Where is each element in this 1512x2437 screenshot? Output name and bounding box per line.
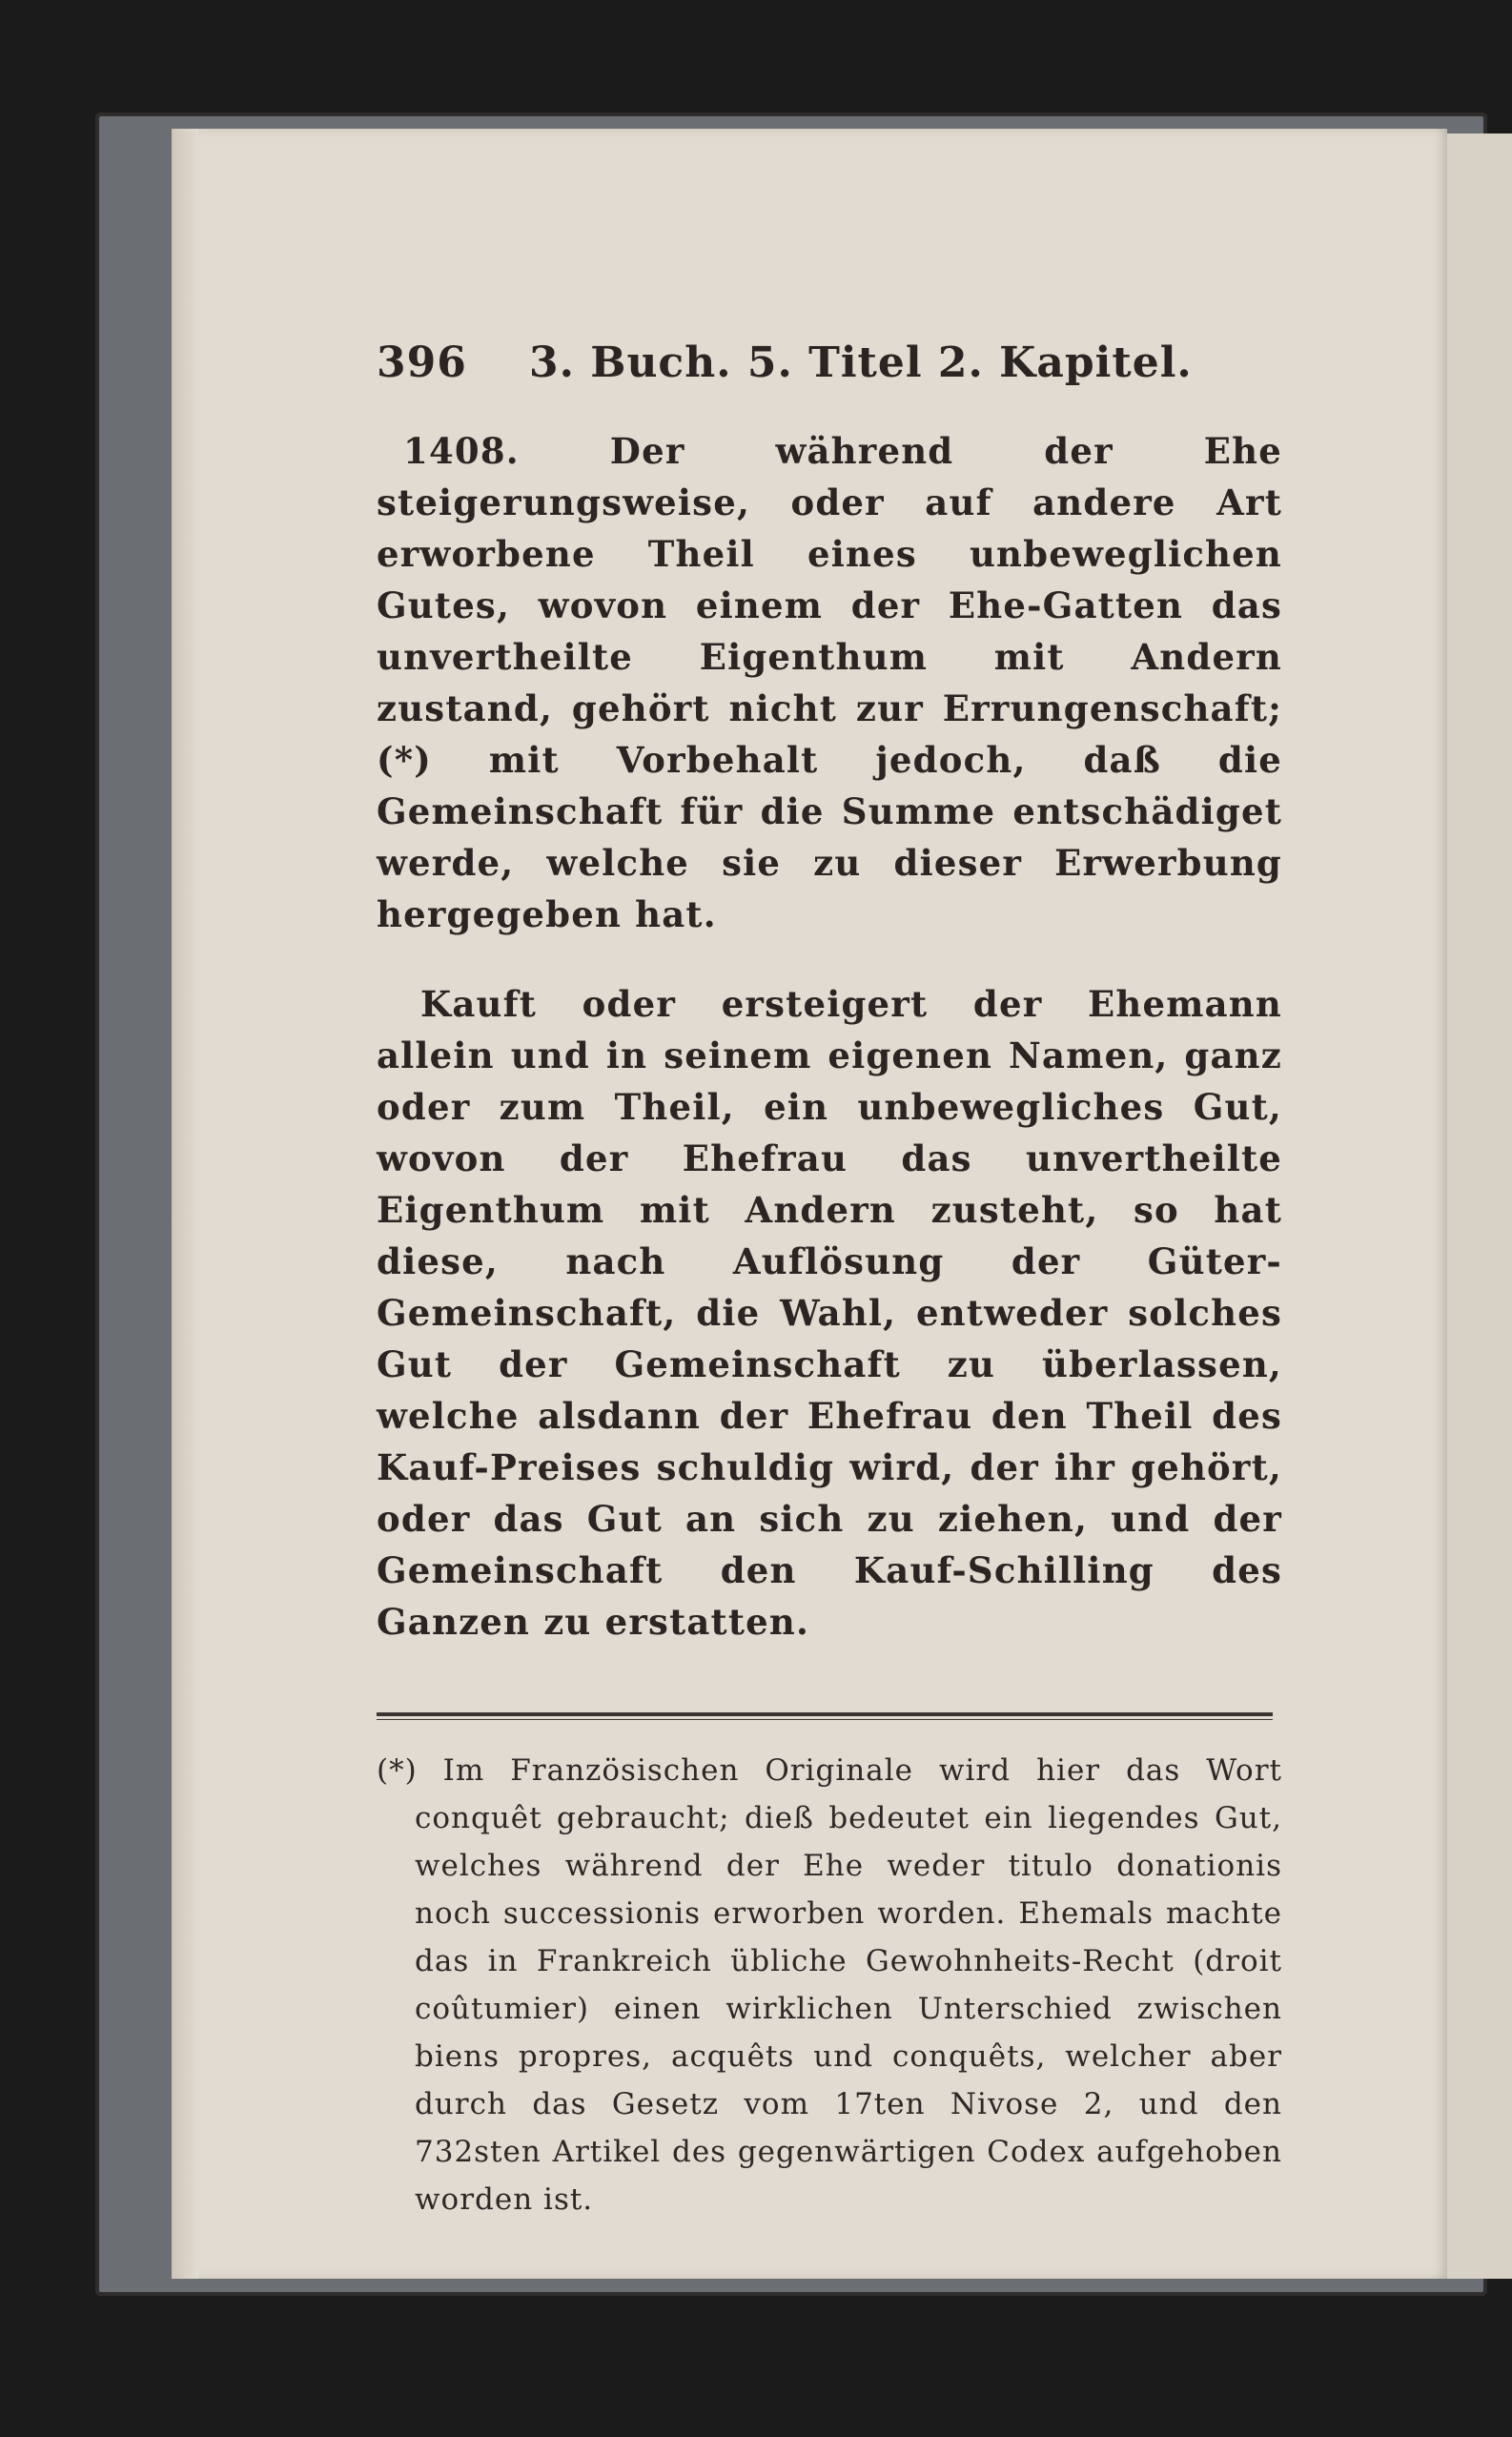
chapter-title: 3. Buch. 5. Titel 2. Kapitel. bbox=[529, 338, 1193, 387]
footnote-divider-thin bbox=[377, 1719, 1273, 1720]
page-gutter-shadow bbox=[172, 129, 198, 2279]
page-content bbox=[377, 338, 1282, 2253]
paragraph-article-1408: 1408. Der während der Ehe steigerungsweise, oder auf andere Art erworbene Theil eines unbeweglichen Gutes, wovon einem der Ehe-Gatten das unvertheilte Eigenthum mit Andern zustand, gehört nicht zur Errungenschaft; (*) mit Vorbehalt jedoch, daß die Gemeinschaft für die Summe entschädiget werde, welche sie zu dieser Erwerbung hergegeben hat. bbox=[377, 430, 1282, 935]
page-number: 396 bbox=[377, 338, 467, 387]
facing-page-edge bbox=[1441, 133, 1512, 2279]
footnote: (*) Im Französischen Originale wird hier das Wort conquêt gebraucht; dieß bedeutet ein liegendes Gut, welches während der Ehe weder titulo donationis noch successionis erworben worden. Ehemals machte das in Frankreich übliche Gewohnheits-Recht (droit coûtumier) einen wirklichen Unterschied zwischen biens propres, acquêts und conquêts, welcher aber durch das Gesetz vom 17ten Nivose 2, und den 732sten Artikel des gegenwärtigen Codex aufgehoben worden ist. bbox=[377, 1753, 1282, 2217]
running-head bbox=[377, 338, 1282, 387]
paragraph-second: Kauft oder ersteigert der Ehemann allein und in seinem eigenen Namen, ganz oder zum Theil, ein unbewegliches Gut, wovon der Ehefrau das unvertheilte Eigenthum mit Andern zusteht, so hat diese, nach Auflösung der Güter-Gemeinschaft, die Wahl, entweder solches Gut der Gemeinschaft zu überlassen, welche alsdann der Ehefrau den Theil des Kauf-Preises schuldig wird, der ihr gehört, oder das Gut an sich zu ziehen, und der Gemeinschaft den Kauf-Schilling des Ganzen zu erstatten. bbox=[377, 983, 1282, 1643]
footnote-divider bbox=[377, 1712, 1273, 1716]
